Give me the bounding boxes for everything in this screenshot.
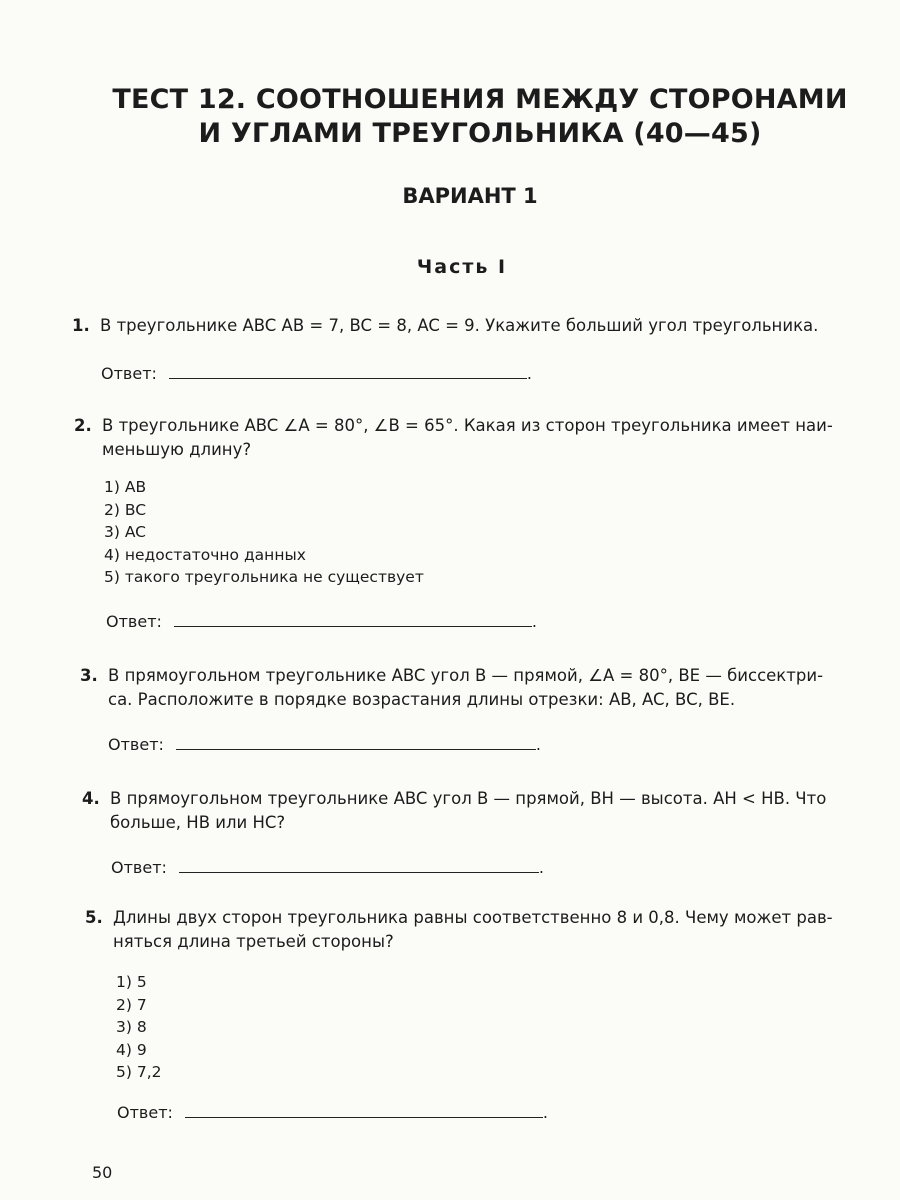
- question-line: В прямоугольном треугольнике ABC угол B — прямой, BH — высота. AH < HB. Что: [110, 789, 827, 808]
- options-list-5: [116, 971, 162, 1084]
- question-line: В прямоугольном треугольнике ABC угол B — прямой, ∠A = 80°, BE — биссектри-: [108, 666, 824, 685]
- option-item[interactable]: 4) недостаточно данных: [104, 545, 306, 564]
- test-title: [80, 83, 880, 151]
- page-number: 50: [92, 1163, 113, 1182]
- answer-label: Ответ:: [101, 364, 157, 383]
- options-list-2: [104, 476, 424, 589]
- answer-line[interactable]: [185, 1103, 543, 1118]
- answer-field-3[interactable]: Ответ: .: [108, 735, 541, 754]
- question-line: няться длина третьей стороны?: [113, 932, 394, 951]
- question-line: больше, HB или HC?: [110, 813, 286, 832]
- question-text: [100, 314, 870, 338]
- part-heading: Часть I: [416, 256, 508, 278]
- option-item[interactable]: 4) 9: [116, 1040, 147, 1059]
- answer-label: Ответ:: [106, 612, 162, 631]
- option-item[interactable]: 1) AB: [104, 478, 147, 496]
- question-number: 5.: [85, 908, 103, 927]
- option-item[interactable]: 2) BC: [104, 500, 147, 519]
- answer-label: Ответ:: [108, 735, 164, 754]
- answer-field-5[interactable]: Ответ: .: [117, 1103, 548, 1122]
- option-item[interactable]: 3) AC: [104, 523, 146, 541]
- option-item[interactable]: 3) 8: [116, 1018, 147, 1036]
- question-line: В треугольнике ABC AB = 7, BC = 8, AC = 9. Укажите больший угол треугольника.: [100, 316, 819, 335]
- answer-field-1[interactable]: Ответ: .: [101, 364, 532, 383]
- title-line-1: ТЕСТ 12. СООТНОШЕНИЯ МЕЖДУ СТОРОНАМИ: [112, 84, 848, 115]
- answer-field-2[interactable]: Ответ: .: [106, 612, 537, 631]
- answer-line[interactable]: [169, 364, 527, 379]
- option-item[interactable]: 5) 7,2: [116, 1063, 162, 1081]
- question-number: 3.: [80, 666, 98, 685]
- title-line-2: И УГЛАМИ ТРЕУГОЛЬНИКА (40—45): [198, 118, 762, 149]
- option-item[interactable]: 2) 7: [116, 995, 147, 1014]
- question-text: [113, 906, 873, 954]
- question-line: В треугольнике ABC ∠A = 80°, ∠B = 65°. Какая из сторон треугольника имеет наи-: [102, 416, 833, 435]
- question-text: [108, 664, 868, 712]
- question-text: [102, 414, 862, 462]
- option-item[interactable]: 1) 5: [116, 973, 147, 991]
- question-number: 4.: [82, 789, 100, 808]
- answer-label: Ответ:: [117, 1103, 173, 1122]
- answer-label: Ответ:: [111, 858, 167, 877]
- answer-line[interactable]: [174, 612, 532, 627]
- question-line: меньшую длину?: [102, 440, 252, 459]
- question-text: [110, 787, 870, 835]
- question-line: са. Расположите в порядке возрастания длины отрезки: AB, AC, BC, BE.: [108, 690, 736, 709]
- question-number: 1.: [72, 316, 90, 335]
- answer-line[interactable]: [179, 858, 539, 873]
- variant-heading: ВАРИАНТ 1: [402, 184, 538, 208]
- question-line: Длины двух сторон треугольника равны соответственно 8 и 0,8. Чему может рав-: [113, 908, 833, 927]
- option-item[interactable]: 5) такого треугольника не существует: [104, 568, 424, 586]
- answer-line[interactable]: [176, 735, 536, 750]
- question-number: 2.: [74, 416, 92, 435]
- answer-field-4[interactable]: Ответ: .: [111, 858, 544, 877]
